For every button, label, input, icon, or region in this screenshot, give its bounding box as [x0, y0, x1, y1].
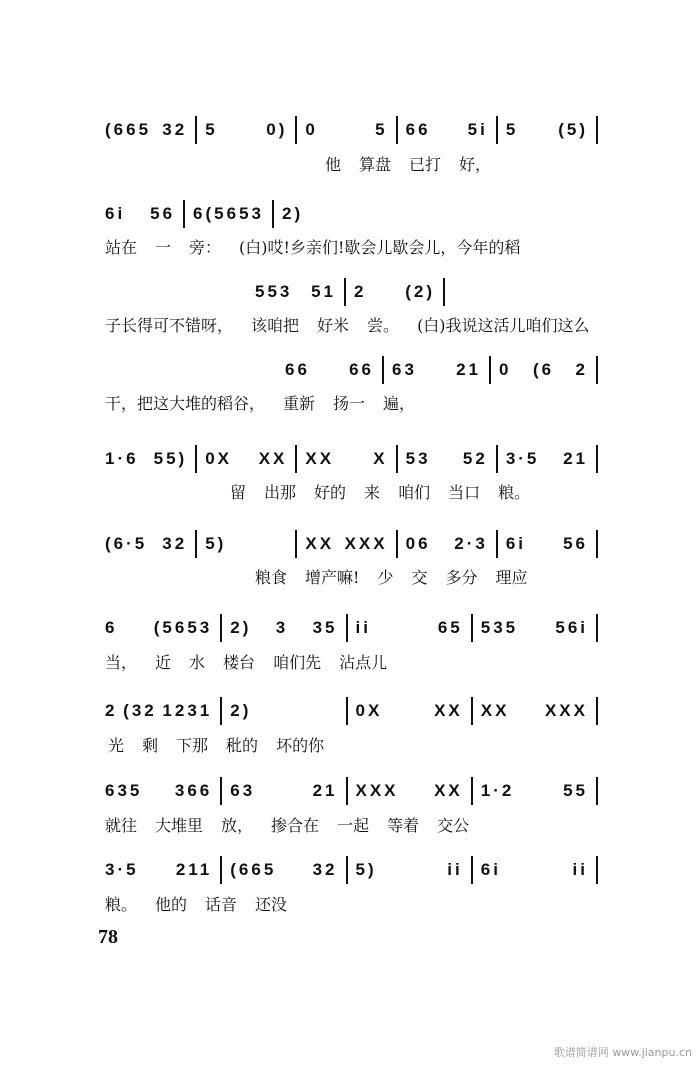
lyric-segment: 水 [189, 653, 206, 672]
measure [222, 860, 345, 880]
lyrics-line [105, 892, 287, 915]
note-group: 3 [275, 618, 289, 637]
lyric-segment: 当口 [448, 483, 481, 502]
lyric-segment: 粮。 [498, 483, 531, 502]
bar-line [596, 116, 598, 144]
measure [491, 360, 596, 380]
measure [197, 534, 295, 554]
notation-line [105, 614, 598, 642]
measure [185, 204, 272, 224]
notation-line [105, 697, 598, 725]
note-group: 65 [437, 618, 463, 637]
lyric-segment: 还没 [255, 895, 288, 914]
notation-line [105, 530, 598, 558]
lyric-segment: 咱们 [398, 483, 431, 502]
measure [105, 860, 220, 880]
watermark: 歌谱简谱网 www.jianpu.cn [553, 1046, 692, 1059]
note-group: 5 [205, 120, 218, 139]
note-group: 6 [193, 204, 206, 223]
note-group: (32 [123, 701, 157, 720]
note-group: 553 [255, 282, 293, 301]
lyric-segment: 粮。 [105, 895, 138, 914]
lyrics-line [230, 480, 530, 503]
note-group: (6 [532, 360, 555, 379]
lyric-segment: 大堆里 [155, 816, 204, 835]
lyric-segment: 秕的 [226, 736, 259, 755]
measure [222, 781, 345, 801]
note-group: ii [447, 860, 463, 879]
note-group: 2 [105, 701, 118, 720]
bar-line [596, 697, 598, 725]
notation-line [105, 116, 598, 144]
lyric-segment: 遍， [383, 394, 416, 413]
measure [274, 204, 360, 224]
lyric-segment: 剩 [142, 736, 159, 755]
note-group: 32 [162, 120, 188, 139]
note-group: 6i [480, 860, 501, 879]
lyric-segment: 站在 [105, 238, 138, 257]
note-group: (6·5 [105, 534, 148, 553]
bar-line [596, 777, 598, 805]
lyric-segment: 粮食 [255, 568, 288, 587]
lyric-segment: 来 [364, 483, 381, 502]
measure [297, 120, 395, 140]
notation-line [105, 200, 360, 228]
bar-line [596, 530, 598, 558]
lyric-segment: 重新 [283, 394, 316, 413]
measure [498, 120, 596, 140]
lyric-segment: 子长得可不错呀， [105, 316, 234, 335]
lyric-segment: 他 [325, 155, 342, 174]
lyric-segment: 已打 [409, 155, 442, 174]
note-group: 366 [174, 781, 213, 800]
measure [498, 534, 596, 554]
note-group: 32 [312, 860, 338, 879]
note-group: 635 [105, 781, 143, 800]
lyric-segment: 好米 [317, 316, 350, 335]
lyric-segment: (白)我说这活儿咱们这么 [417, 316, 590, 335]
measure [398, 120, 496, 140]
note-group: XX [480, 701, 510, 720]
lyric-segment: 交公 [437, 816, 470, 835]
lyric-segment: 咱们先 [273, 653, 322, 672]
measure [346, 282, 443, 302]
bar-line [596, 856, 598, 884]
note-group: 5i [467, 120, 488, 139]
lyrics-line [108, 733, 324, 756]
lyric-segment: 扬一 [333, 394, 366, 413]
measure [473, 781, 596, 801]
bar-line [596, 614, 598, 642]
lyric-segment: 该咱把 [251, 316, 300, 335]
note-group: 21 [456, 360, 481, 379]
note-group: 55 [563, 781, 588, 800]
note-group: 0) [266, 120, 288, 139]
note-group: 66 [349, 360, 374, 379]
lyric-segment: 近 [155, 653, 172, 672]
note-group: (5653 [153, 618, 213, 637]
notation-line [255, 278, 445, 306]
lyric-segment: 多分 [445, 568, 478, 587]
page-number: 78 [98, 926, 118, 948]
note-group: 32 [162, 534, 188, 553]
lyrics-line [105, 650, 387, 673]
notation-line [105, 856, 598, 884]
lyric-segment: 增产嘛! [305, 568, 360, 587]
measure [473, 618, 596, 638]
lyric-segment: 旁： [189, 238, 222, 257]
lyric-segment: 一 [155, 238, 172, 257]
note-group: 56 [563, 534, 589, 553]
note-group: 56i [555, 618, 588, 637]
note-group: 211 [175, 860, 213, 879]
note-group: 2 [575, 360, 588, 379]
note-group: ii [572, 860, 588, 879]
note-group: XX [305, 534, 335, 553]
note-group: 66 [405, 120, 431, 139]
measure [473, 860, 596, 880]
measure [473, 701, 596, 721]
note-group: 1·6 [105, 449, 139, 468]
note-group: 52 [462, 449, 488, 468]
lyric-segment: 算盘 [359, 155, 392, 174]
measure [105, 204, 183, 224]
note-group: 35 [312, 618, 338, 637]
note-group: X [373, 449, 388, 468]
lyric-segment: 他的 [155, 895, 188, 914]
lyric-segment: 一起 [337, 816, 370, 835]
note-group: 63 [392, 360, 417, 379]
lyrics-line [105, 313, 590, 336]
note-group: (5) [558, 120, 589, 139]
lyrics-line [105, 813, 469, 836]
measure [105, 449, 195, 469]
measure [348, 781, 471, 801]
note-group: XXX [355, 781, 399, 800]
lyric-segment: 留 [230, 483, 247, 502]
note-group: 56 [150, 204, 176, 223]
measure [498, 449, 596, 469]
bar-line [443, 278, 445, 306]
note-group: 0X [205, 449, 232, 468]
note-group: 06 [405, 534, 431, 553]
note-group: 51 [311, 282, 336, 301]
measure [222, 618, 345, 638]
lyric-segment: 放， [221, 816, 254, 835]
note-group: 2 [354, 282, 367, 301]
notation-line [105, 777, 598, 805]
bar-line [596, 445, 598, 473]
bar-line [596, 356, 598, 384]
note-group: 0X [355, 701, 383, 720]
measure [105, 781, 220, 801]
lyric-segment: 楼台 [223, 653, 256, 672]
lyric-segment: 掺合在 [271, 816, 320, 835]
measure [384, 360, 489, 380]
note-group: XX [258, 449, 288, 468]
measure [105, 120, 195, 140]
lyric-segment: 理应 [495, 568, 528, 587]
measure [398, 534, 496, 554]
note-group: 2) [281, 204, 304, 223]
note-group: 55) [153, 449, 188, 468]
note-group: (665 [105, 120, 152, 139]
measure [297, 534, 395, 554]
measure [105, 701, 220, 721]
note-group: 6i [105, 204, 126, 223]
note-group: 66 [285, 360, 310, 379]
note-group: 0 [499, 360, 512, 379]
lyric-segment: 好， [459, 155, 492, 174]
note-group: (665 [230, 860, 277, 879]
measure [348, 701, 471, 721]
note-group: 6i [505, 534, 526, 553]
notation-line [285, 356, 598, 384]
lyric-segment: 沾点儿 [339, 653, 388, 672]
lyric-segment: 尝。 [367, 316, 400, 335]
lyric-segment: 话音 [205, 895, 238, 914]
lyrics-line [105, 391, 415, 414]
measure [348, 618, 471, 638]
note-group: 3·5 [105, 860, 139, 879]
lyric-segment: 干，把这大堆的稻谷， [105, 394, 266, 413]
note-group: 5) [355, 860, 377, 879]
note-group: ii [355, 618, 371, 637]
note-group: 1231 [162, 701, 213, 720]
note-group: (2) [405, 282, 435, 301]
note-group: 3·5 [505, 449, 540, 468]
measure [297, 449, 395, 469]
note-group: 1·2 [480, 781, 515, 800]
measure [255, 282, 344, 302]
lyric-segment: 就往 [105, 816, 138, 835]
note-group: 63 [230, 781, 256, 800]
lyric-segment: 光 [108, 736, 125, 755]
lyric-segment: 当， [105, 653, 138, 672]
lyrics-line [325, 152, 491, 175]
note-group: XXX [544, 701, 588, 720]
measure [197, 449, 295, 469]
note-group: XXX [344, 534, 388, 553]
notation-line [105, 445, 598, 473]
note-group: 535 [480, 618, 519, 637]
note-group: XX [434, 701, 463, 720]
lyric-segment: 坏的你 [276, 736, 325, 755]
note-group: XX [305, 449, 335, 468]
note-group: 6 [105, 618, 118, 637]
note-group: 5 [505, 120, 519, 139]
lyric-segment: 出那 [264, 483, 297, 502]
note-group: 2) [230, 618, 252, 637]
measure [222, 701, 345, 721]
note-group: 2·3 [454, 534, 488, 553]
note-group: 5 [375, 120, 388, 139]
lyric-segment: 少 [377, 568, 394, 587]
measure [398, 449, 496, 469]
note-group: 21 [563, 449, 589, 468]
measure [197, 120, 295, 140]
measure [105, 618, 220, 638]
note-group: (5653 [205, 204, 264, 223]
note-group: XX [434, 781, 463, 800]
note-group: 5) [205, 534, 227, 553]
lyric-segment: (白)哎!乡亲们!歇会儿歇会儿，今年的稻 [239, 238, 521, 257]
note-group: 53 [405, 449, 431, 468]
lyrics-line [255, 565, 528, 588]
note-group: 21 [312, 781, 338, 800]
lyric-segment: 等着 [387, 816, 420, 835]
note-group: 2) [230, 701, 252, 720]
lyrics-line [105, 235, 520, 258]
lyric-segment: 交 [411, 568, 428, 587]
lyric-segment: 下那 [176, 736, 209, 755]
lyric-segment: 好的 [314, 483, 347, 502]
note-group: 0 [305, 120, 318, 139]
measure [285, 360, 382, 380]
measure [348, 860, 471, 880]
measure [105, 534, 195, 554]
